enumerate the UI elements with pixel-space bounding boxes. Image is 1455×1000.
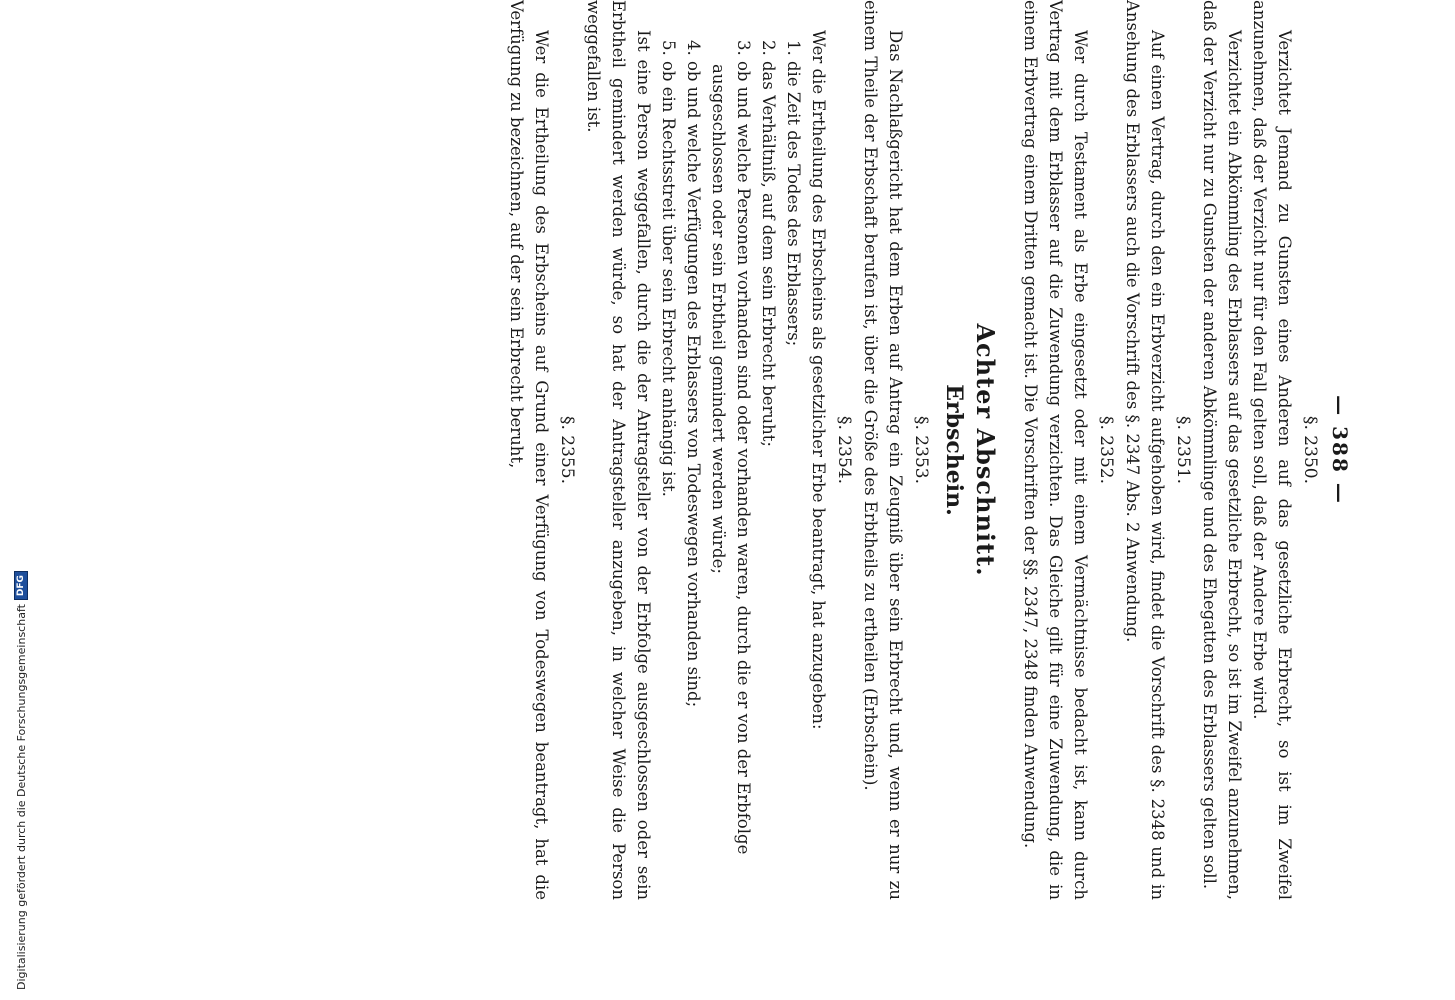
list-item: 3. ob und welche Personen vorhanden sind oder vorhanden waren, durch die er von der Erbfolge ausgeschlossen oder sein Erbtheil gemindert werden würde; (709, 40, 753, 855)
section-heading: §. 2350. (1300, 416, 1320, 484)
footer-text: Digitalisierung gefördert durch die Deutsche Forschungsgemeinschaft (14, 604, 28, 990)
paragraph: Verzichtet ein Abkömmling des Erblassers auf das gesetzliche Erbrecht, so ist im Zweifel anzunehmen, daß der Verzicht nur zu Gunsten der anderen Abkömmlinge und des Ehegatten des Erblassers gelten soll. (1200, 0, 1244, 900)
paragraph: Wer die Ertheilung des Erbscheins als gesetzlicher Erbe beantragt, hat anzugeben: (809, 30, 828, 730)
page-number: — 388 — (1328, 395, 1352, 505)
paragraph: Das Nachlaßgericht hat dem Erben auf Antrag ein Zeugniß über sein Erbrecht und, wenn er nur zu einem Theile der Erbschaft berufen ist, über die Größe des Erbtheils zu ertheilen (Erbschein). (861, 0, 905, 900)
chapter-subheading: Erbschein. (941, 384, 967, 516)
dfg-logo-icon: DFG (14, 571, 28, 600)
paragraph: Wer die Ertheilung des Erbscheins auf Grund einer Verfügung von Todeswegen beantragt, hat die Verfügung zu bezeichnen, auf der sein Erbrecht beruht, (507, 0, 551, 900)
paragraph: Auf einen Vertrag, durch den ein Erbverzicht aufgehoben wird, findet die Vorschrift des §. 2348 und in Ansehung des Erblassers auch die Vorschrift des §. 2347 Abs. 2 Anwendung. (1123, 0, 1167, 900)
paragraph: Ist eine Person weggefallen, durch die der Antragsteller von der Erbfolge ausgeschlossen oder sein Erbtheil gemindert werden würde, so hat der Antragsteller anzugeben, in welcher Weise die Person weggefallen ist. (584, 0, 653, 900)
list-item: 5. ob ein Rechtsstreit über sein Erbrecht anhängig ist. (659, 40, 678, 497)
list-item: 4. ob und welche Verfügungen des Erblassers von Todeswegen vorhanden sind; (684, 40, 703, 708)
digitization-footer (14, 571, 28, 990)
text-body (504, 0, 1320, 900)
rotated-text-column (85, 0, 1360, 900)
section-heading: §. 2355. (557, 416, 577, 484)
section-heading: §. 2352. (1096, 416, 1116, 484)
section-heading: §. 2354. (834, 416, 854, 484)
list-item: 2. das Verhältniß, auf dem sein Erbrecht beruht; (759, 40, 778, 447)
paragraph: Verzichtet Jemand zu Gunsten eines Anderen auf das gesetzliche Erbrecht, so ist im Zweifel anzunehmen, daß der Verzicht nur für den Fall gelten soll, daß der Andere Erbe wird. (1250, 0, 1294, 900)
paragraph: Wer durch Testament als Erbe eingesetzt oder mit einem Vermächtnisse bedacht ist, kann durch Vertrag mit dem Erblasser auf die Zuwendung verzichten. Das Gleiche gilt für eine Zuwendung, die in einem Erbvertrag einem Dritten gemacht ist. Die Vorschriften der §§. 2347, 2348 finden Anwendung. (1021, 0, 1090, 900)
list-item: 1. die Zeit des Todes des Erblassers; (784, 40, 803, 347)
section-heading: §. 2353. (911, 416, 931, 484)
chapter-heading: Achter Abschnitt. (971, 323, 1000, 577)
section-heading: §. 2351. (1173, 416, 1193, 484)
